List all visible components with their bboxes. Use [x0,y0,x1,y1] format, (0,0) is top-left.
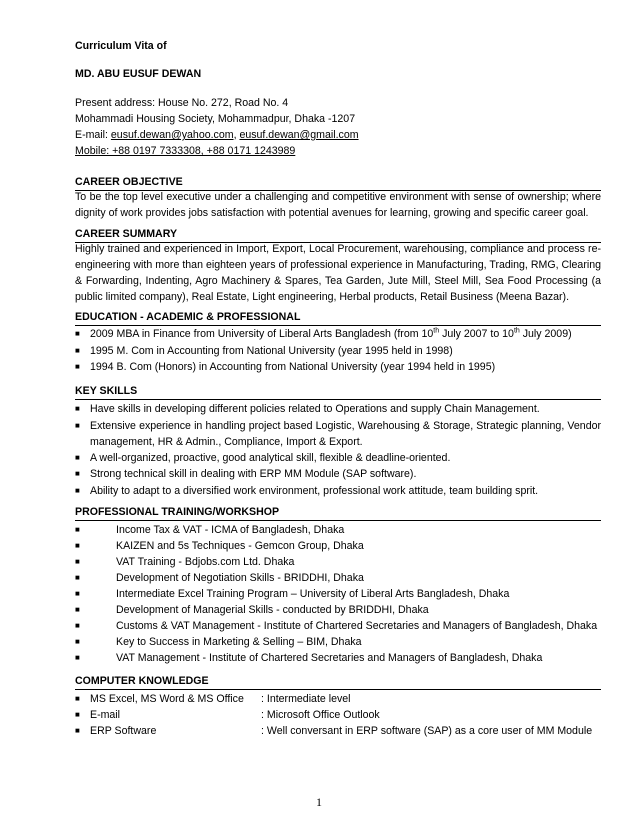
education-heading: EDUCATION - ACADEMIC & PROFESSIONAL [75,310,601,326]
bullet-icon: ■ [75,557,80,566]
education-item-3: 1994 B. Com (Honors) in Accounting from National University (year 1994 held in 1995) [90,361,496,373]
training-item: Development of Negotiation Skills - BRIDDHI, Dhaka [116,572,364,584]
computer-skill-level: : Well conversant in ERP software (SAP) as a core user of MM Module [261,725,593,737]
objective-line: To be the top level executive under a challenging and competitive environment with sense of ownership; where [75,191,601,203]
bullet-icon: ■ [75,541,80,550]
email-separator: , [233,129,240,141]
bullet-icon: ■ [75,329,80,338]
skill-item-continuation: management, HR & Admin., Compliance, Import & Export. [90,436,363,448]
bullet-icon: ■ [75,653,80,662]
bullet-icon: ■ [75,710,80,719]
email-link-2[interactable]: eusuf.dewan@gmail.com [239,129,359,141]
computer-skill: MS Excel, MS Word & MS Office [90,693,244,705]
career-objective-heading: CAREER OBJECTIVE [75,175,601,191]
summary-line: Highly trained and experienced in Import, Export, Local Procurement, warehousing, compliance and process re- [75,243,601,255]
computer-skill: E-mail [90,709,121,721]
career-summary-heading: CAREER SUMMARY [75,227,601,243]
training-item: KAIZEN and 5s Techniques - Gemcon Group, Dhaka [116,540,364,552]
summary-line: & Forwarding, Indenting, Agro Machinery & Spares, Tea Garden, Jute Mill, Steel Mill, Sea Food Processing (a [75,275,601,287]
address-line-2: Mohammadi Housing Society, Mohammadpur, Dhaka -1207 [75,113,356,125]
education-item-2: 1995 M. Com in Accounting from National University (year 1995 held in 1998) [90,345,453,357]
skill-item: Have skills in developing different policies related to Operations and supply Chain Management. [90,403,540,415]
training-heading: PROFESSIONAL TRAINING/WORKSHOP [75,505,601,521]
email-label: E-mail: [75,129,111,141]
bullet-icon: ■ [75,362,80,371]
objective-line: dignity of work provides jobs satisfaction with potential avenues for learning, growing and specific career goal. [75,207,589,219]
email-link-1[interactable]: eusuf.dewan@yahoo.com [110,129,234,141]
bullet-icon: ■ [75,346,80,355]
bullet-icon: ■ [75,469,80,478]
key-skills-heading: KEY SKILLS [75,384,601,400]
training-item: Intermediate Excel Training Program – University of Liberal Arts Bangladesh, Dhaka [116,588,510,600]
bullet-icon: ■ [75,525,80,534]
mobile-line: Mobile: +88 0197 7333308, +88 0171 1243989 [75,145,296,157]
computer-knowledge-heading: COMPUTER KNOWLEDGE [75,674,601,690]
bullet-icon: ■ [75,694,80,703]
skill-item: Ability to adapt to a diversified work environment, professional work attitude, team building sprit. [90,485,539,497]
bullet-icon: ■ [75,404,80,413]
computer-skill-level: : Microsoft Office Outlook [261,709,380,721]
skill-item: Strong technical skill in dealing with ERP MM Module (SAP software). [90,468,417,480]
document-title: Curriculum Vita of [75,40,167,52]
bullet-icon: ■ [75,486,80,495]
computer-skill-level: : Intermediate level [261,693,351,705]
training-item: Key to Success in Marketing & Selling – BIM, Dhaka [116,636,362,648]
skill-item: Extensive experience in handling project based Logistic, Warehousing & Storage, Strategic planning, Vendor [90,420,601,432]
candidate-name: MD. ABU EUSUF DEWAN [75,68,202,80]
bullet-icon: ■ [75,637,80,646]
summary-line: engineering with more than eighteen years of professional experience in Manufacturing, Trading, RMG, Clearing [75,259,601,271]
summary-line: public limited company), Real Estate, Light engineering, Herbal products, Retail Business (Meena Bazar). [75,291,570,303]
bullet-icon: ■ [75,573,80,582]
bullet-icon: ■ [75,726,80,735]
bullet-icon: ■ [75,621,80,630]
training-item: Development of Managerial Skills - conducted by BRIDDHI, Dhaka [116,604,429,616]
training-item: Customs & VAT Management - Institute of Chartered Secretaries and Managers of Bangladesh, Dhaka [116,620,598,632]
bullet-icon: ■ [75,589,80,598]
skill-item: A well-organized, proactive, good analytical skill, flexible & deadline-oriented. [90,452,451,464]
page-number: 1 [316,795,322,809]
education-item-1: 2009 MBA in Finance from University of Liberal Arts Bangladesh (from 10th July 2007 to 10th July 2009) [90,327,572,340]
bullet-icon: ■ [75,605,80,614]
training-item: VAT Training - Bdjobs.com Ltd. Dhaka [116,556,295,568]
career-summary-text [75,241,601,305]
career-objective-text [75,189,601,221]
email-line [75,127,601,143]
address-line-1: Present address: House No. 272, Road No. 4 [75,97,289,109]
computer-skill: ERP Software [90,725,157,737]
training-item: VAT Management - Institute of Chartered Secretaries and Managers of Bangladesh, Dhaka [116,652,543,664]
training-item: Income Tax & VAT - ICMA of Bangladesh, Dhaka [116,524,345,536]
bullet-icon: ■ [75,421,80,430]
bullet-icon: ■ [75,453,80,462]
